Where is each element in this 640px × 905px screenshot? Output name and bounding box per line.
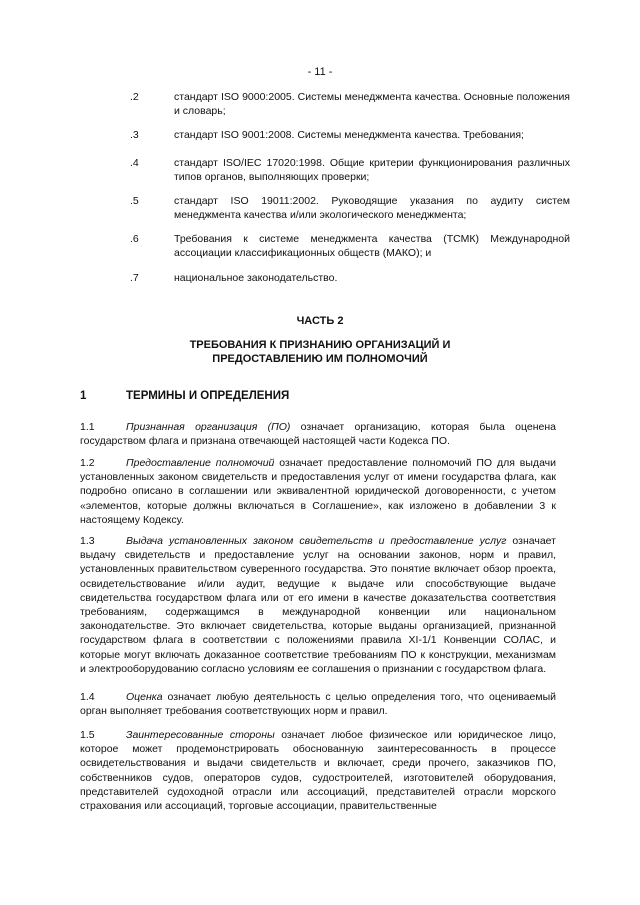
definition-text: означает любое физическое или юридическое лицо, которое может продемонстрировать обоснованную заинтересованность в процессе освидетельствования и выдачи свидетельств и включает, среди прочего, заказчиков ПО, собственников судов, операторов судов, судостроителей, изготовителей оборудования, представителей судоходной отрасли или ассоциаций, представителей отрасли морского страхования или ассоциаций, торговые ассоциации, правительственные	[80, 729, 556, 813]
definition-text: означает выдачу свидетельств и предоставление услуг на основании законов, норм и правил, установленных правительством суверенного государства. Это понятие включает обзор проекта, освидетельствование и/или аудит, ведущие к выдаче или способствующие выдаче свидетельства государством флага или от его имени в качестве доказательства соответствия требованиям, содержащимся в международной конвенции или национальном законодательстве. Это включает свидетельства, которые выданы организацией, признанной государством флага в соответствии с положениями правила XI-1/1 Конвенции СОЛАС, и которые могут включать доказанное соответствие требованиям ПО к конструкции, механизмам и электрооборудованию согласно условиям ее соглашения о признании с государством флага.	[80, 535, 556, 675]
paragraph-number: 1.4	[80, 691, 95, 703]
list-item-text: стандарт ISO/IEC 17020:1998. Общие критерии функционирования различных типов органов, выполняющих проверки;	[174, 157, 570, 183]
definition-paragraph	[80, 456, 556, 527]
definition-text: означает организацию, которая была оценена государством флага и признана отвечающей настоящей части Кодекса ПО.	[80, 421, 557, 448]
list-item-text: национальное законодательство.	[174, 272, 338, 284]
paragraph-number: 1.5	[80, 729, 95, 741]
section-title: ТЕРМИНЫ И ОПРЕДЕЛЕНИЯ	[126, 390, 290, 402]
definition-text: означает любую деятельность с целью определения того, что оцениваемый орган выполняет требования соответствующих норм и правил.	[80, 691, 556, 718]
paragraph-number: 1.3	[80, 535, 95, 547]
list-item-text: Требования к системе менеджмента качества (ТСМК) Международной ассоциации классификационных обществ (МАКО); и	[174, 233, 570, 259]
page-number: - 11 -	[307, 66, 333, 78]
list-item-number: .5	[130, 195, 139, 207]
part-title-line2: ПРЕДОСТАВЛЕНИЮ ИМ ПОЛНОМОЧИЙ	[212, 353, 428, 365]
part-label: ЧАСТЬ 2	[296, 315, 344, 327]
definition-paragraph	[80, 420, 556, 448]
list-item-text: стандарт ISO 9001:2008. Системы менеджмента качества. Требования;	[174, 129, 524, 141]
list-item-number: .3	[130, 129, 139, 141]
list-item-number: .7	[130, 272, 139, 284]
list-item-number: .4	[130, 157, 139, 169]
paragraph-number: 1.2	[80, 457, 95, 469]
defined-term: Предоставление полномочий	[126, 457, 275, 469]
definition-paragraph	[80, 728, 556, 813]
definition-paragraph	[80, 534, 556, 676]
list-item-text: стандарт ISO 19011:2002. Руководящие указания по аудиту систем менеджмента качества и/или экологического менеджмента;	[174, 195, 570, 221]
definition-paragraph	[80, 690, 556, 718]
part-title-line1: ТРЕБОВАНИЯ К ПРИЗНАНИЮ ОРГАНИЗАЦИЙ И	[189, 339, 451, 351]
defined-term: Выдача установленных законом свидетельств и предоставление услуг	[126, 535, 507, 547]
list-item-number: .2	[130, 91, 139, 103]
paragraph-number: 1.1	[80, 421, 95, 433]
defined-term: Признанная организация (ПО)	[126, 421, 291, 433]
list-item-number: .6	[130, 233, 139, 245]
list-item-text: стандарт ISO 9000:2005. Системы менеджмента качества. Основные положения и словарь;	[174, 91, 570, 117]
defined-term: Оценка	[126, 691, 163, 703]
defined-term: Заинтересованные стороны	[126, 729, 275, 741]
definition-text: означает предоставление полномочий ПО для выдачи установленных законом свидетельств и предоставления услуг от имени государства флага, как подробно описано в соглашении или эквивалентной юридической договоренности, с учетом «элементов, которые должны включаться в Соглашение», как изложено в добавлении 3 к настоящему Кодексу.	[80, 457, 557, 526]
section-number: 1	[80, 390, 87, 402]
